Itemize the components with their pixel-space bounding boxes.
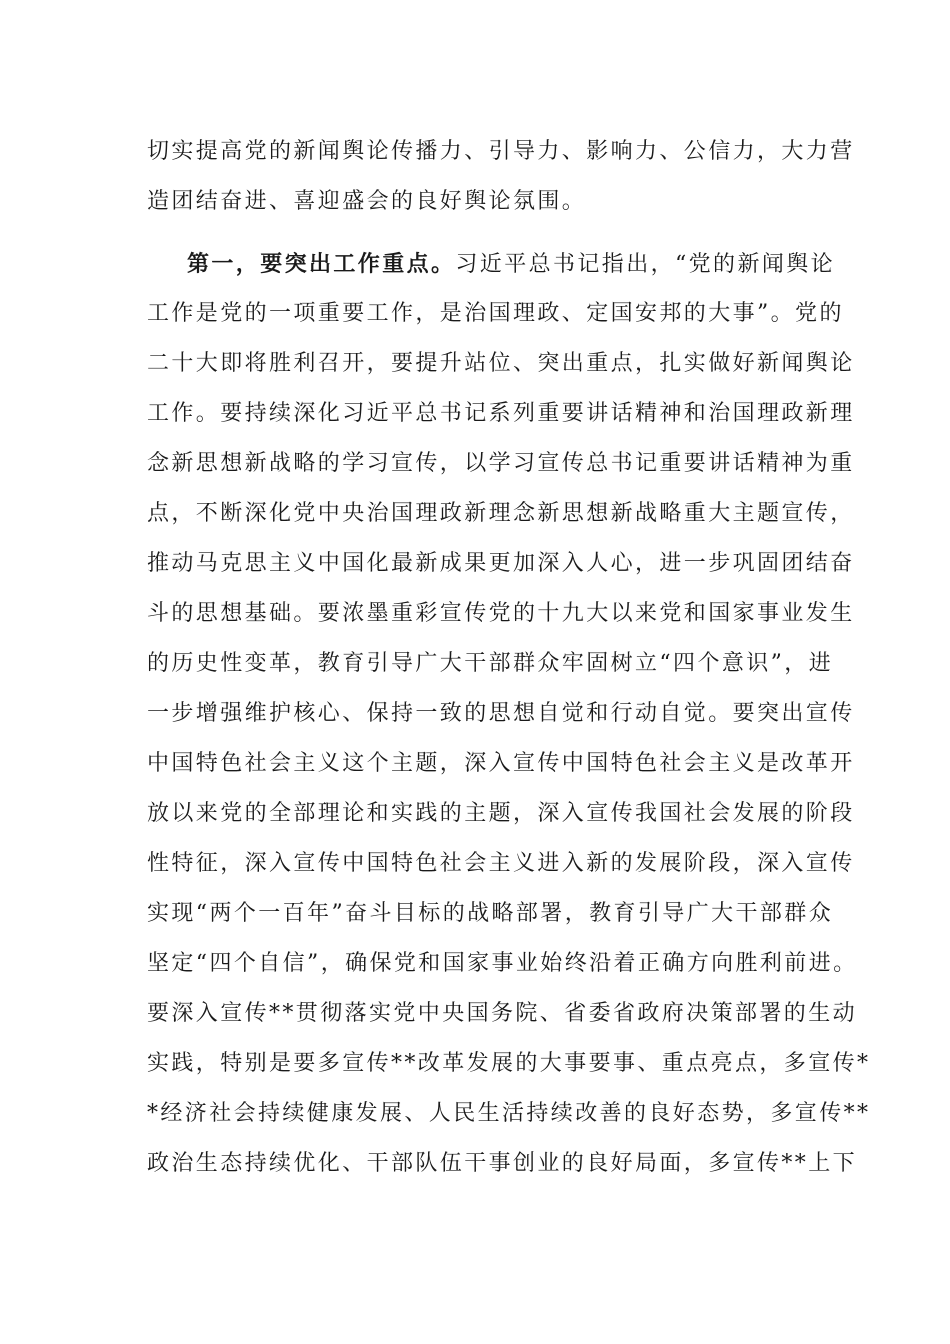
paragraph-line: 造团结奋进、喜迎盛会的良好舆论氛围。 (147, 189, 587, 214)
paragraph-text: 习近平总书记指出，“党的新闻舆论 (455, 252, 836, 277)
paragraph-line: 坚定“四个自信”，确保党和国家事业始终沿着正确方向胜利前进。 (147, 951, 858, 976)
paragraph-line: *经济社会持续健康发展、人民生活持续改善的良好态势，多宣传** (147, 1101, 871, 1126)
paragraph-line: 中国特色社会主义这个主题，深入宣传中国特色社会主义是改革开 (147, 751, 855, 776)
paragraph-line: 工作是党的一项重要工作，是治国理政、定国安邦的大事”。党的 (147, 301, 844, 326)
paragraph-first-line (147, 239, 836, 289)
section-heading: 第一，要突出工作重点。 (187, 251, 456, 277)
paragraph-line: 点，不断深化党中央治国理政新理念新思想新战略重大主题宣传， (147, 501, 855, 526)
paragraph-line: 念新思想新战略的学习宣传，以学习宣传总书记重要讲话精神为重 (147, 451, 855, 476)
paragraph-line: 性特征，深入宣传中国特色社会主义进入新的发展阶段，深入宣传 (147, 851, 855, 876)
paragraph-line: 一步增强维护核心、保持一致的思想自觉和行动自觉。要突出宣传 (147, 701, 855, 726)
paragraph-line: 要深入宣传**贯彻落实党中央国务院、省委省政府决策部署的生动 (147, 1001, 858, 1026)
paragraph-line: 实践，特别是要多宣传**改革发展的大事要事、重点亮点，多宣传* (147, 1051, 871, 1076)
paragraph-line: 实现“两个一百年”奋斗目标的战略部署，教育引导广大干部群众 (147, 901, 834, 926)
paragraph-line: 推动马克思主义中国化最新成果更加深入人心，进一步巩固团结奋 (147, 551, 855, 576)
paragraph-line: 斗的思想基础。要浓墨重彩宣传党的十九大以来党和国家事业发生 (147, 601, 855, 626)
paragraph-line: 切实提高党的新闻舆论传播力、引导力、影响力、公信力，大力营 (147, 139, 855, 164)
paragraph-line: 二十大即将胜利召开，要提升站位、突出重点，扎实做好新闻舆论 (147, 351, 855, 376)
paragraph-first-point (147, 239, 871, 1189)
paragraph-line: 政治生态持续优化、干部队伍干事创业的良好局面，多宣传**上下 (147, 1151, 858, 1176)
paragraph-line: 工作。要持续深化习近平总书记系列重要讲话精神和治国理政新理 (147, 401, 855, 426)
paragraph-line: 放以来党的全部理论和实践的主题，深入宣传我国社会发展的阶段 (147, 801, 855, 826)
paragraph-continuation (147, 127, 855, 227)
paragraph-line: 的历史性变革，教育引导广大干部群众牢固树立“四个意识”，进 (147, 651, 834, 676)
